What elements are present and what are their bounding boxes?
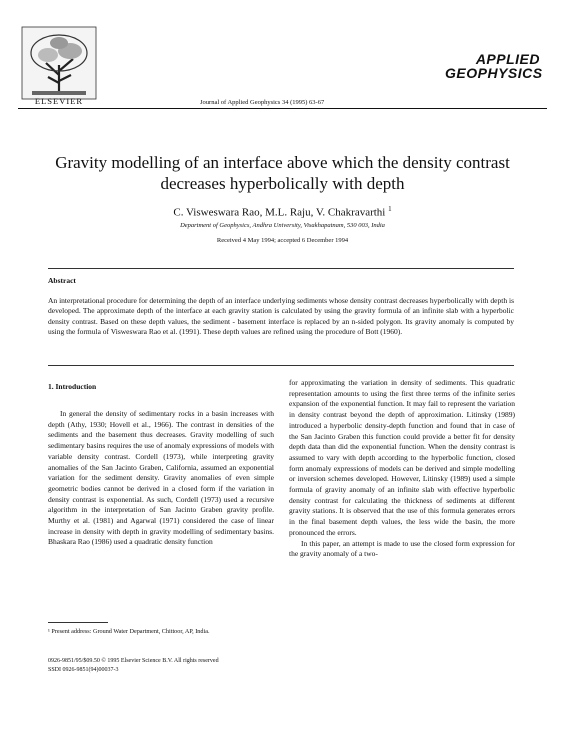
received-dates: Received 4 May 1994; accepted 6 December 1994 — [216, 237, 349, 244]
header-rule — [18, 108, 547, 109]
journal-reference: Journal of Applied Geophysics 34 (1995) 63-67 — [200, 99, 325, 106]
copyright-line: 0926-9851/95/$09.50 © 1995 Elsevier Science B.V. All rights reserved — [48, 658, 219, 664]
journal-logo-line2: GEOPHYSICS — [445, 65, 543, 81]
article-title: Gravity modelling of an interface above which the density contrast decreases hyperbolically with depth — [55, 153, 510, 193]
author-affiliation: Department of Geophysics, Andhra University, Visakhapatnam, 530 003, India — [180, 222, 385, 229]
author-footnote: ¹ Present address: Ground Water Department, Chittoor, AP, India. — [48, 628, 210, 635]
publisher-name: ELSEVIER — [34, 96, 84, 106]
right-column — [289, 378, 515, 560]
author-footnote-mark: 1 — [388, 205, 392, 213]
author-names: C. Visweswara Rao, M.L. Raju, V. Chakravarthi — [173, 206, 386, 219]
journal-logo-line1: APPLIED — [475, 51, 540, 67]
body-paragraph: for approximating the variation in density of sediments. This quadratic representation amounts to using the first three terms of the infinite series expansion of the exponential function. It may fail to represent the variation in density contrast beyond the depth of approximation. Litinsky (1989) introduced a hyperbolic density-depth function and found that in case of the San Jacinto Graben this function could provide a better fit for density depth data than did the exponential function. When the density contrast is assumed to vary with depth according to the hyperbolic function, closed form anomaly expressions of models can be derived and simple modelling or inversion schemes developed. However, Litinsky (1989) used a simple formula of gravity anomaly of an infinite slab with effective hyperbolic density contrast for calculating the thickness of sediments at different gravity stations. It is observed that the use of this formula generates errors in the final basement depth values, the less wide the basin, the more pronounced the errors. — [289, 378, 515, 537]
footnote-rule — [48, 622, 108, 623]
section-heading: 1. Introduction — [48, 382, 97, 391]
body-paragraph: In this paper, an attempt is made to use the closed form expression for the gravity anomaly of a two- — [289, 538, 515, 559]
journal-logo — [445, 51, 543, 81]
ssdi-line: SSDI 0926-9851(94)00037-3 — [48, 666, 119, 673]
abstract-top-rule — [48, 268, 514, 269]
abstract-bottom-rule — [48, 365, 514, 366]
abstract-heading: Abstract — [48, 276, 76, 285]
article-authors — [40, 205, 525, 219]
left-column — [48, 409, 274, 548]
abstract-text: An interpretational procedure for determining the depth of an interface underlying sediments whose density contrast decreases hyperbolically with depth is developed. The approximate depth of the interface at each gravity station is calculated by using the gravity formula of an infinite slab with a hyperbolic density contrast. Based on these depth values, the sediment - basement interface is replaced by an n-sided polygon. Its gravity anomaly is computed by using the formula of Visweswara Rao et al. (1991). These depth values are refined using the procedure of Bott (1960). — [48, 296, 514, 336]
copyright-notice — [48, 657, 274, 674]
body-paragraph: In general the density of sedimentary rocks in a basin increases with depth (Athy, 1930; Hovell et al., 1966). The contrast in densities of the sediments and the basement thus decreases. Gravity modelling of such sedimentary basins requires the use of anomaly expressions of models with variable density contrast. Cordell (1973), while interpreting gravity anomalies of the San Jacinto Graben, California, assumed an exponential variation for the sediment density. Gravity anomalies of even simple geometric bodies cannot be derived in a closed form if the variation in density contrast is exponential. As such, Cordell (1973) used a recursive algorithm in the interpretation of San Jacinto Graben gravity profile. Murthy et al. (1981) and Agarwal (1971) considered the case of linear increase in density with depth in gravity modelling of sedimentary basins. Bhaskara Rao (1986) used a quadratic density function — [48, 409, 274, 547]
